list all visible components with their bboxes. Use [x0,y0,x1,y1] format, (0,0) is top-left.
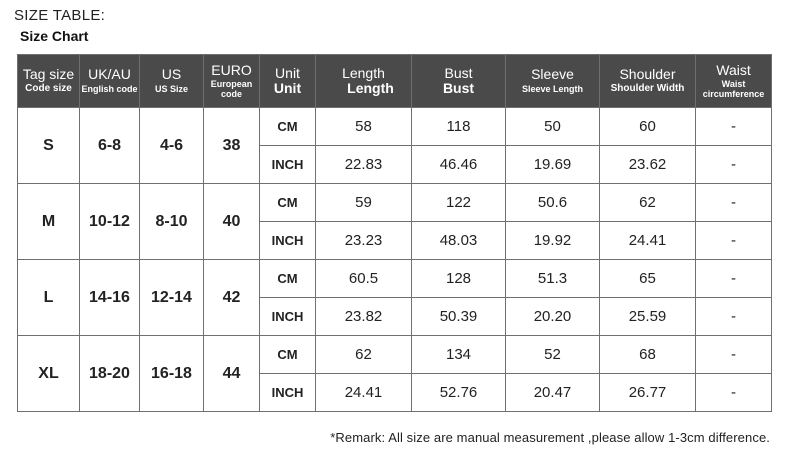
length-cell: 62 [316,336,412,374]
length-cell: 24.41 [316,374,412,412]
size-cell: XL [18,336,80,412]
table-row [18,260,772,298]
unit-cell: CM [260,108,316,146]
bust-cell: 46.46 [412,146,506,184]
euro-cell: 42 [204,260,260,336]
shoulder-cell: 68 [600,336,696,374]
header-main: EURO [211,61,252,78]
header-main-bold: Length [347,80,394,96]
header-sleeve [506,55,600,108]
header-main: UK/AU [88,66,131,83]
header-shoulder [600,55,696,108]
shoulder-cell: 25.59 [600,298,696,336]
shoulder-cell: 62 [600,184,696,222]
header-main-bold: Bust [442,80,475,96]
size-table [17,54,772,412]
uk-au-cell: 18-20 [80,336,140,412]
header-row [18,55,772,108]
header-main: Length [342,65,385,82]
size-cell: M [18,184,80,260]
shoulder-cell: 26.77 [600,374,696,412]
uk-au-cell: 14-16 [80,260,140,336]
bust-cell: 118 [412,108,506,146]
header-main: Sleeve [531,66,574,83]
unit-cell: CM [260,260,316,298]
header-waist [696,55,772,108]
us-cell: 12-14 [140,260,204,336]
waist-cell: - [696,108,772,146]
uk-au-cell: 6-8 [80,108,140,184]
bust-cell: 50.39 [412,298,506,336]
header-sub: US Size [154,84,188,95]
header-euro [204,55,260,108]
euro-cell: 40 [204,184,260,260]
euro-cell: 38 [204,108,260,184]
chart-subtitle: Size Chart [20,28,89,44]
bust-cell: 48.03 [412,222,506,260]
shoulder-cell: 24.41 [600,222,696,260]
unit-cell: CM [260,336,316,374]
length-cell: 60.5 [316,260,412,298]
bust-cell: 128 [412,260,506,298]
length-cell: 23.82 [316,298,412,336]
header-uk-au [80,55,140,108]
bust-cell: 134 [412,336,506,374]
shoulder-cell: 60 [600,108,696,146]
header-sub: English code [81,84,138,95]
header-sub: Sleeve Length [521,84,584,95]
header-unit [260,55,316,108]
table-row [18,184,772,222]
length-cell: 22.83 [316,146,412,184]
waist-cell: - [696,146,772,184]
header-length [316,55,412,108]
shoulder-cell: 23.62 [600,146,696,184]
bust-cell: 122 [412,184,506,222]
remark-note: *Remark: All size are manual measurement ,please allow 1-3cm difference. [330,430,770,445]
length-cell: 59 [316,184,412,222]
unit-cell: INCH [260,222,316,260]
waist-cell: - [696,374,772,412]
table-body [18,108,772,412]
table-row [18,336,772,374]
sleeve-cell: 51.3 [506,260,600,298]
sleeve-cell: 50.6 [506,184,600,222]
header-bust [412,55,506,108]
waist-cell: - [696,260,772,298]
table-header [18,55,772,108]
waist-cell: - [696,298,772,336]
unit-cell: INCH [260,298,316,336]
header-main: Tag size [22,66,75,83]
uk-au-cell: 10-12 [80,184,140,260]
header-sub: Code size [25,83,72,95]
us-cell: 16-18 [140,336,204,412]
table-row [18,108,772,146]
bust-cell: 52.76 [412,374,506,412]
size-cell: S [18,108,80,184]
length-cell: 58 [316,108,412,146]
header-us [140,55,204,108]
header-tag-size [18,55,80,108]
header-main: Bust [444,65,473,82]
header-sub: Shoulder Width [610,83,685,95]
sleeve-cell: 20.47 [506,374,600,412]
header-sub: European code [210,79,253,99]
shoulder-cell: 65 [600,260,696,298]
us-cell: 8-10 [140,184,204,260]
sleeve-cell: 20.20 [506,298,600,336]
unit-cell: INCH [260,374,316,412]
header-main: Waist [716,61,751,78]
us-cell: 4-6 [140,108,204,184]
header-sub: Waist circumference [702,79,765,99]
page-title: SIZE TABLE: [14,7,106,24]
waist-cell: - [696,184,772,222]
header-main: Shoulder [619,66,676,83]
sleeve-cell: 52 [506,336,600,374]
size-cell: L [18,260,80,336]
unit-cell: INCH [260,146,316,184]
sleeve-cell: 19.92 [506,222,600,260]
waist-cell: - [696,336,772,374]
waist-cell: - [696,222,772,260]
euro-cell: 44 [204,336,260,412]
header-main: US [161,66,182,83]
unit-cell: CM [260,184,316,222]
sleeve-cell: 19.69 [506,146,600,184]
header-main-bold: Unit [273,80,302,96]
length-cell: 23.23 [316,222,412,260]
header-main: Unit [275,65,300,82]
sleeve-cell: 50 [506,108,600,146]
